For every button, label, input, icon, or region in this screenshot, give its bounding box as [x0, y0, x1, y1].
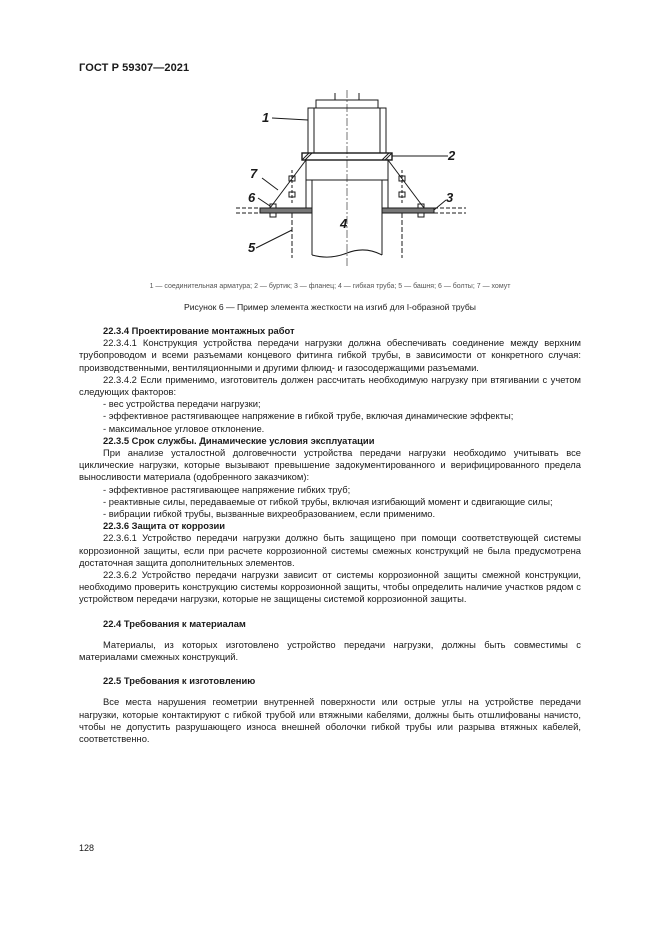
paragraph: При анализе усталостной долговечности устройства передачи нагрузки необходимо учитывать все циклические нагрузки, которые вызывают превышение задокументированного и верифицированного предела выносливости материала (одобренного заказчиком): — [79, 447, 581, 483]
drawing-label-1: 1 — [262, 110, 270, 125]
drawing-label-7: 7 — [250, 166, 258, 181]
paragraph: 22.3.4.1 Конструкция устройства передачи нагрузки должна обеспечивать соединение между верхним трубопроводом и всеми разъемами концевого фитинга гибкой трубы, в зависимости от конкретного случая: производственными, вентиляционными и другими флюид- и газосодержащими разъемами. — [79, 337, 581, 373]
list-item: - вибрации гибкой трубы, вызванные вихреобразованием, если применимо. — [103, 508, 436, 520]
paragraph: 22.3.6.2 Устройство передачи нагрузки зависит от системы коррозионной защиты смежной конструкции, необходимо проверить конструкцию системы коррозионной защиты, чтобы определить наличие участков рядом с устройством передачи нагрузки, которые не защищены системой коррозионной защиты. — [79, 569, 581, 605]
section-heading: 22.3.4 Проектирование монтажных работ — [103, 325, 295, 336]
section-heading: 22.3.6 Защита от коррозии — [103, 520, 226, 532]
document-header: ГОСТ Р 59307—2021 — [79, 62, 190, 74]
page-number: 128 — [79, 843, 95, 853]
drawing-label-2: 2 — [448, 148, 456, 163]
paragraph: Все места нарушения геометрии внутренней поверхности или острые углы на устройстве передачи нагрузки, которые контактируют с гибкой трубой или втяжными кабелями, должны быть отшлифованы начисто, чтобы не допустить разрушающего износа внешней оболочки гибкой трубы или разрыва втяжных кабелей, соответственно. — [79, 696, 581, 745]
figure-legend: 1 — соединительная арматура; 2 — буртик; 3 — фланец; 4 — гибкая труба; 5 — башня; 6 — болты; 7 — хомут — [149, 283, 511, 290]
list-item: - реактивные силы, передаваемые от гибкой трубы, включая изгибающий момент и сдвигающие силы; — [103, 495, 553, 507]
section-heading: 22.5 Требования к изготовлению — [103, 675, 256, 687]
list-item: - эффективное растягивающее напряжение в гибкой трубе, включая динамические эффекты; — [103, 410, 514, 422]
paragraph: 22.3.4.2 Если применимо, изготовитель должен рассчитать необходимую нагрузку при втягивании с учетом следующих факторов: — [79, 373, 581, 398]
figure-caption: Рисунок 6 — Пример элемента жесткости на изгиб для I-образной трубы — [184, 302, 476, 312]
list-item: - максимальное угловое отклонение. — [103, 422, 265, 434]
paragraph: Материалы, из которых изготовлено устройство передачи нагрузки, должны быть совместимы с материалами смежных конструкций. — [79, 638, 581, 663]
document-body — [79, 325, 581, 745]
drawing-label-6: 6 — [248, 190, 256, 205]
paragraph: 22.3.6.1 Устройство передачи нагрузки должно быть защищено при помощи соответствующей системы коррозионной защиты, если при расчете коррозионной системы смежных конструкций не была предусмотрена достаточная защита дополнительных элементов. — [79, 532, 581, 568]
section-heading: 22.3.5 Срок службы. Динамические условия эксплуатации — [103, 434, 375, 446]
section-heading: 22.4 Требования к материалам — [103, 617, 246, 629]
list-item: - эффективное растягивающее напряжение гибких труб; — [103, 483, 351, 495]
list-item: - вес устройства передачи нагрузки; — [103, 398, 261, 410]
drawing-label-5: 5 — [248, 240, 256, 255]
drawing-label-3: 3 — [446, 190, 454, 205]
drawing-label-4: 4 — [340, 216, 348, 231]
bend-stiffener-drawing — [230, 90, 470, 270]
